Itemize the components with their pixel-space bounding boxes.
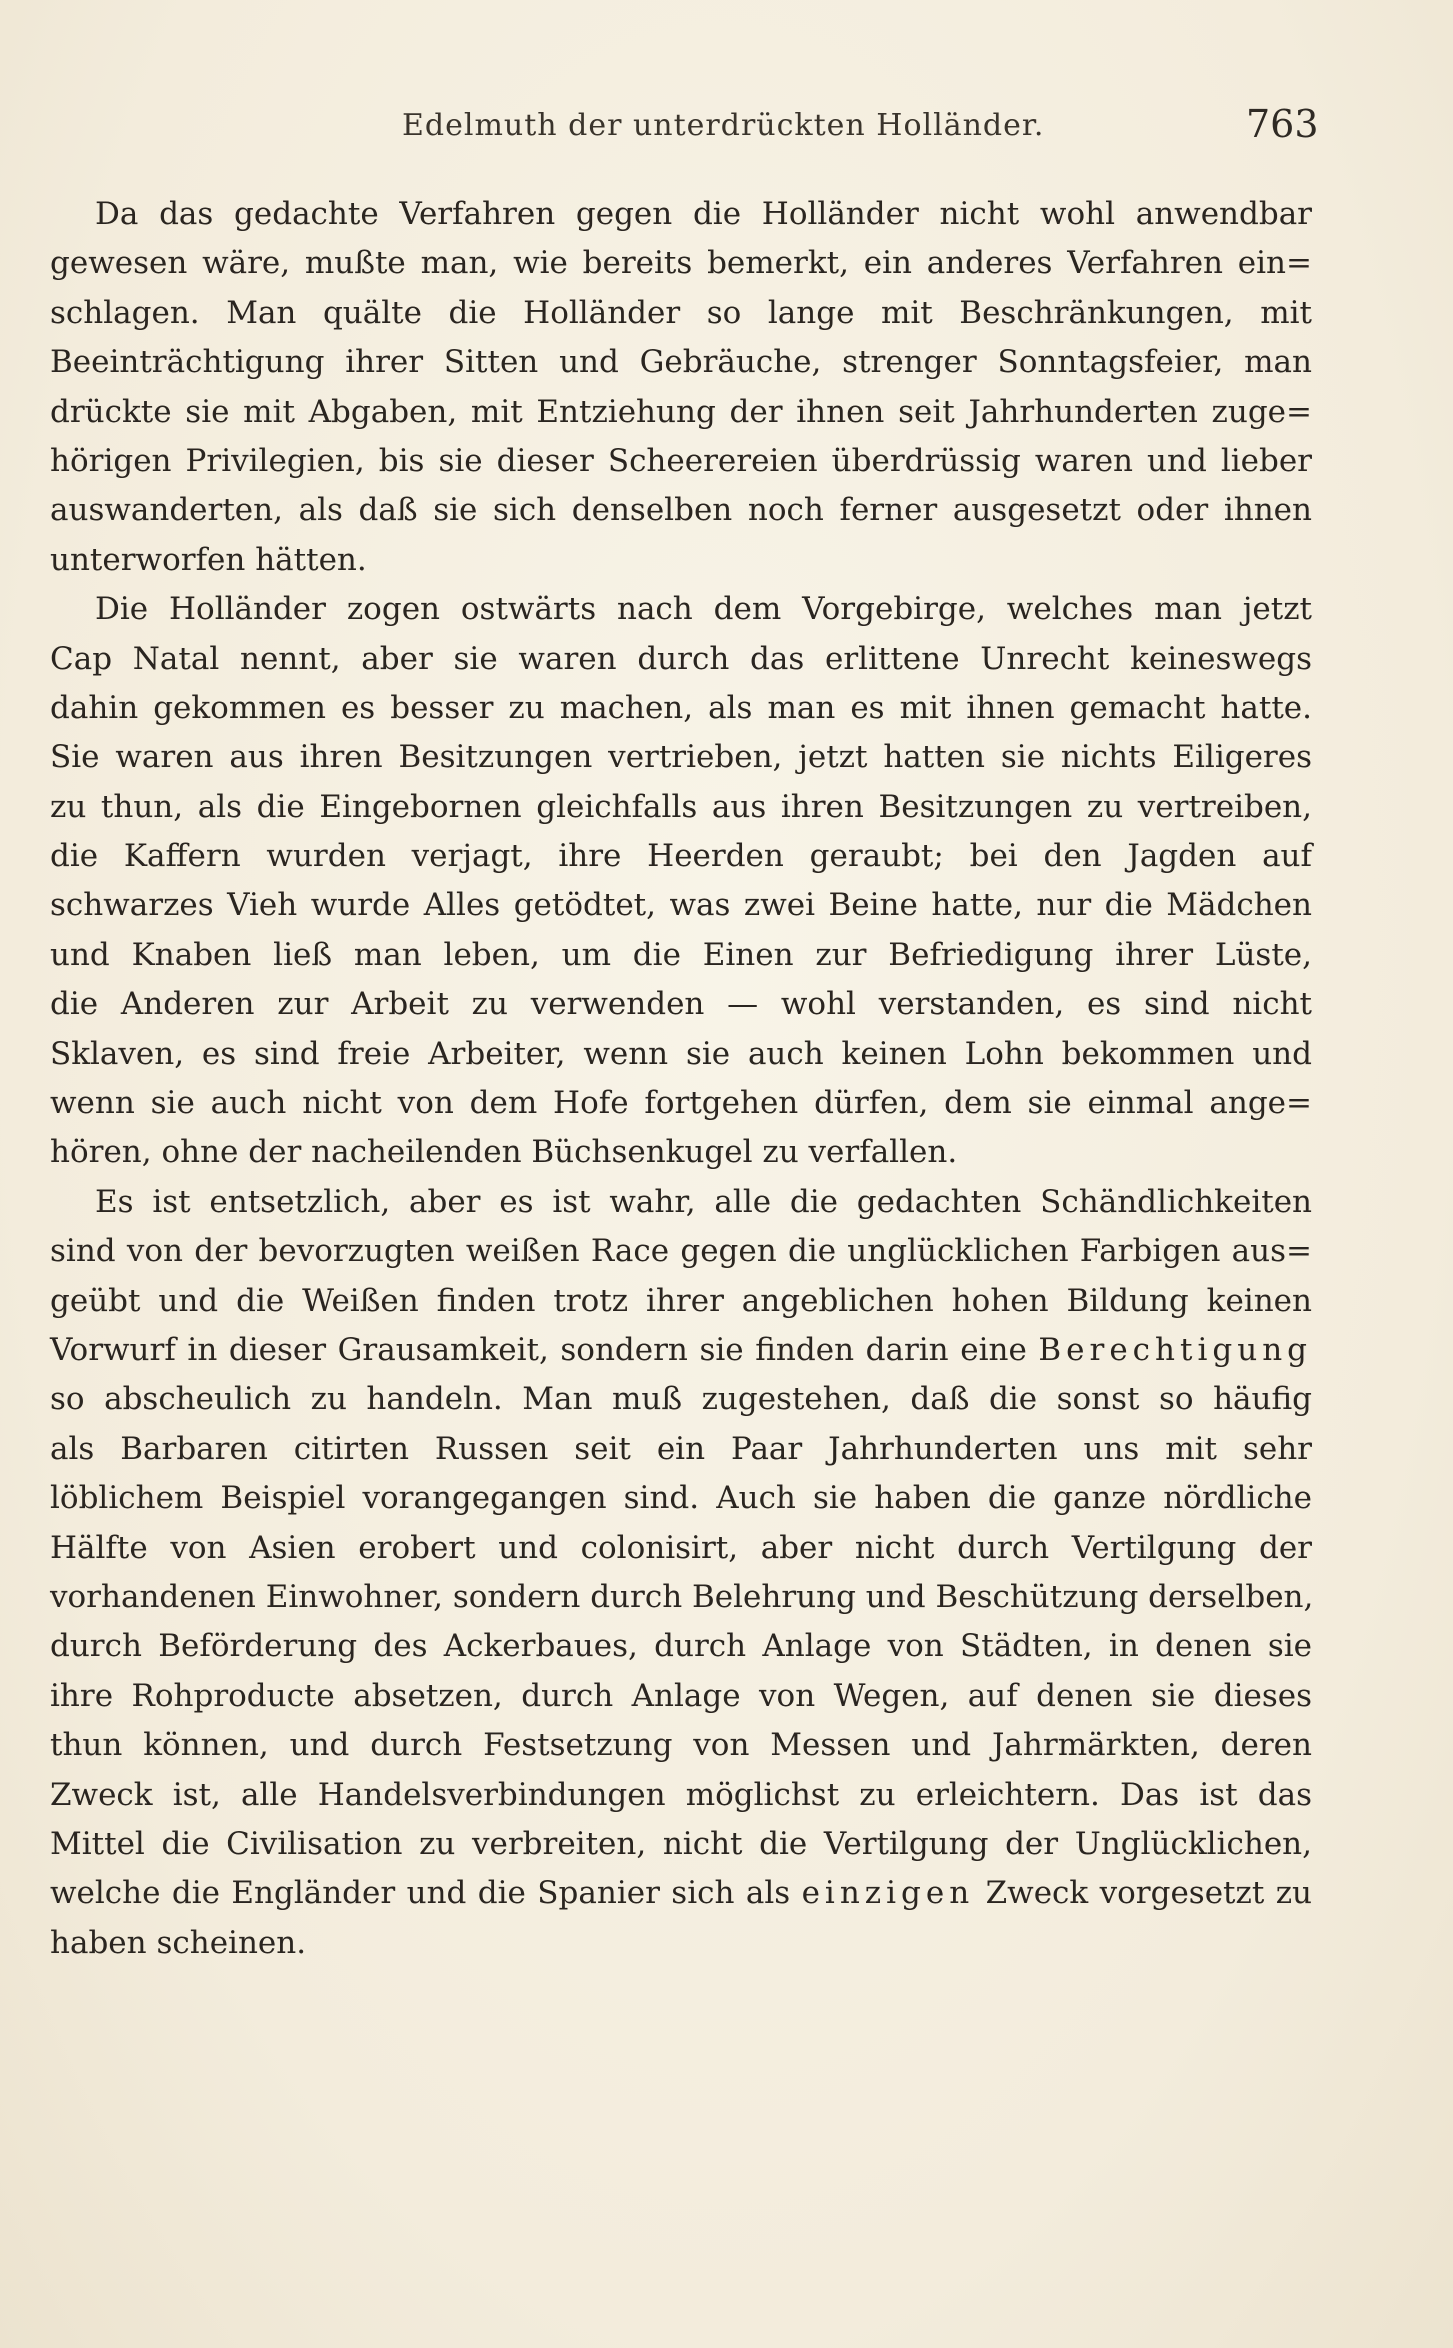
page-number: 763 [1246,102,1319,146]
text-line: schwarzes Vieh wurde Alles getödtet, was zwei Beine hatte, nur die Mädchen [50,887,1312,924]
text-line: Zweck ist, alle Handelsverbindungen möglichst zu erleichtern. Das ist das [50,1776,1312,1813]
text-line: Sie waren aus ihren Besitzungen vertrieben, jetzt hatten sie nichts Eiligeres [50,739,1312,776]
text-line: Da das gedachte Verfahren gegen die Holländer nicht wohl anwendbar [95,196,1312,232]
text-line: geübt und die Weißen finden trotz ihrer angeblichen hohen Bildung keinen [50,1282,1312,1319]
paragraph [50,190,1312,585]
text-line: welche die Engländer und die Spanier sich als einzigen Zweck vorgesetzt zu [50,1875,1312,1912]
paragraph [50,1178,1312,1968]
text-line: schlagen. Man quälte die Holländer so lange mit Beschränkungen, mit [50,294,1312,331]
text-line: Hälfte von Asien erobert und colonisirt, aber nicht durch Vertilgung der [50,1529,1312,1566]
running-title: Edelmuth der unterdrückten Holländer. [402,108,1045,143]
text-line: dahin gekommen es besser zu machen, als man es mit ihnen gemacht hatte. [50,689,1312,726]
text-line: Sklaven, es sind freie Arbeiter, wenn sie auch keinen Lohn bekommen und [50,1035,1312,1072]
text-line: die Anderen zur Arbeit zu verwenden — wohl verstanden, es sind nicht [50,986,1312,1023]
text-line: Es ist entsetzlich, aber es ist wahr, alle die gedachten Schändlichkeiten [95,1183,1312,1220]
text-line: löblichem Beispiel vorangegangen sind. Auch sie haben die ganze nördliche [50,1480,1312,1517]
text-line: hörigen Privilegien, bis sie dieser Scheerereien überdrüssig waren und lieber [50,442,1312,479]
text-line: wenn sie auch nicht von dem Hofe fortgehen dürfen, dem sie einmal ange= [50,1085,1312,1122]
text-line: als Barbaren citirten Russen seit ein Paar Jahrhunderten uns mit sehr [50,1430,1312,1467]
text-line: zu thun, als die Eingebornen gleichfalls aus ihren Besitzungen zu vertreiben, [50,788,1312,825]
text-line: und Knaben ließ man leben, um die Einen zur Befriedigung ihrer Lüste, [50,936,1312,973]
paragraph [50,585,1312,1178]
text-line: so abscheulich zu handeln. Man muß zugestehen, daß die sonst so häufig [50,1381,1312,1418]
text-line: gewesen wäre, mußte man, wie bereits bemerkt, ein anderes Verfahren ein= [50,245,1312,282]
running-head [0,102,1453,158]
text-line: sind von der bevorzugten weißen Race gegen die unglücklichen Farbigen aus= [50,1233,1312,1270]
text-line: Vorwurf in dieser Grausamkeit, sondern sie finden darin eine Berechtigung [50,1331,1312,1368]
text-line: auswanderten, als daß sie sich denselben noch ferner ausgesetzt oder ihnen [50,492,1312,529]
text-line: Die Holländer zogen ostwärts nach dem Vorgebirge, welches man jetzt [95,591,1312,628]
text-line: Mittel die Civilisation zu verbreiten, nicht die Vertilgung der Unglücklichen, [50,1825,1312,1862]
text-line: unterworfen hätten. [50,541,367,578]
body-text [50,190,1312,1968]
text-line: Beeinträchtigung ihrer Sitten und Gebräuche, strenger Sonntagsfeier, man [50,344,1312,381]
text-line: haben scheinen. [50,1924,307,1961]
text-line: thun können, und durch Festsetzung von Messen und Jahrmärkten, deren [50,1727,1312,1764]
text-line: durch Beförderung des Ackerbaues, durch Anlage von Städten, in denen sie [50,1628,1312,1665]
text-line: hören, ohne der nacheilenden Büchsenkugel zu verfallen. [50,1134,958,1171]
text-line: drückte sie mit Abgaben, mit Entziehung der ihnen seit Jahrhunderten zuge= [50,393,1312,430]
text-line: die Kaffern wurden verjagt, ihre Heerden geraubt; bei den Jagden auf [50,838,1312,875]
text-line: vorhandenen Einwohner, sondern durch Belehrung und Beschützung derselben, [50,1578,1314,1615]
text-line: Cap Natal nennt, aber sie waren durch das erlittene Unrecht keineswegs [50,640,1312,677]
text-line: ihre Rohproducte absetzen, durch Anlage von Wegen, auf denen sie dieses [50,1677,1312,1714]
